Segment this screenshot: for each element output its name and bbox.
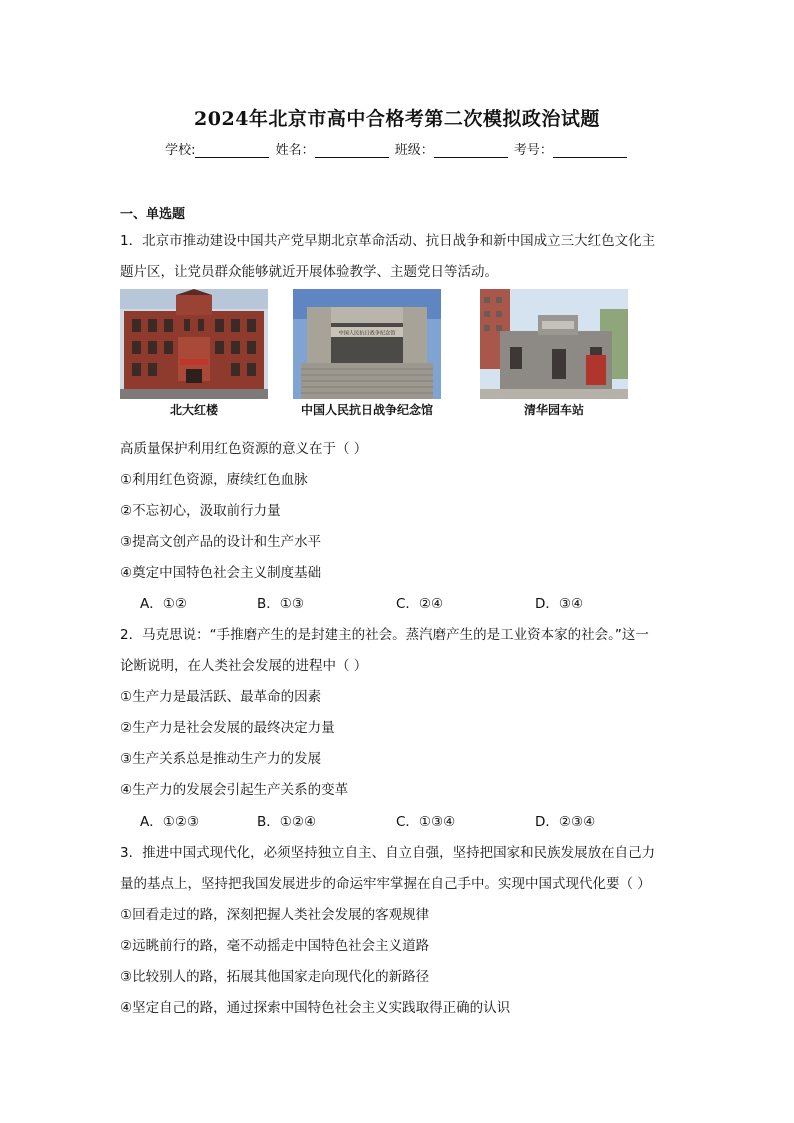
option-a[interactable]: A．①② bbox=[140, 596, 187, 612]
option-b[interactable]: B．①②④ bbox=[257, 814, 317, 830]
school-label: 学校: bbox=[165, 143, 196, 158]
option-a[interactable]: A．①②③ bbox=[140, 814, 200, 830]
q1-item-2: ②不忘初心，汲取前行力量 bbox=[120, 503, 281, 519]
q1-item-1: ①利用红色资源，赓续红色血脉 bbox=[120, 472, 308, 488]
option-c[interactable]: C．②④ bbox=[396, 596, 444, 612]
school-blank[interactable] bbox=[195, 144, 269, 158]
number-label: 考号： bbox=[513, 143, 553, 158]
photo-caption: 北大红楼 bbox=[169, 403, 218, 417]
q1-stem-line2: 题片区，让党员群众能够就近开展体验教学、主题党日等活动。 bbox=[120, 264, 498, 280]
option-d[interactable]: D．③④ bbox=[535, 596, 584, 612]
q2-item-1: ①生产力是最活跃、最革命的因素 bbox=[120, 689, 322, 705]
name-label: 姓名： bbox=[275, 143, 315, 158]
q2-item-4: ④生产力的发展会引起生产关系的变革 bbox=[120, 782, 349, 798]
class-label: 班级： bbox=[394, 143, 434, 158]
q1-stem-line1: 1．北京市推动建设中国共产党早期北京革命活动、抗日战争和新中国成立三大红色文化主 bbox=[120, 233, 656, 249]
q1-item-3: ③提高文创产品的设计和生产水平 bbox=[120, 534, 322, 550]
number-blank[interactable] bbox=[553, 144, 627, 158]
section-title: 一、单选题 bbox=[120, 207, 186, 222]
option-c[interactable]: C．①③④ bbox=[396, 814, 456, 830]
memorial-sign: 中国人民抗日战争纪念馆 bbox=[338, 330, 396, 337]
q2-stem-line2: 论断说明，在人类社会发展的进程中（ ） bbox=[120, 658, 368, 674]
q3-stem-line1: 3．推进中国式现代化，必须坚持独立自主、自立自强，坚持把国家和民族发展放在自己力 bbox=[120, 845, 656, 861]
q2-stem-line1: 2．马克思说：“手推磨产生的是封建主的社会。蒸汽磨产生的是工业资本家的社会。”这一 bbox=[120, 627, 649, 643]
q1-item-4: ④奠定中国特色社会主义制度基础 bbox=[120, 565, 322, 581]
q2-item-3: ③生产关系总是推动生产力的发展 bbox=[120, 751, 322, 767]
photo-tsinghua-station bbox=[480, 289, 628, 418]
name-blank[interactable] bbox=[315, 144, 389, 158]
photo-war-memorial bbox=[293, 289, 441, 418]
student-info-line bbox=[0, 139, 794, 158]
option-d[interactable]: D．②③④ bbox=[535, 814, 596, 830]
photo-peking-red-building bbox=[120, 289, 268, 418]
q3-stem-line2: 量的基点上，坚持把我国发展进步的命运牢牢掌握在自己手中。实现中国式现代化要（ ） bbox=[120, 876, 651, 892]
q3-item-1: ①回看走过的路，深刻把握人类社会发展的客观规律 bbox=[120, 907, 430, 923]
photo-caption: 清华园车站 bbox=[523, 403, 584, 417]
q3-item-3: ③比较别人的路，拓展其他国家走向现代化的新路径 bbox=[120, 969, 430, 985]
q3-item-4: ④坚定自己的路，通过探索中国特色社会主义实践取得正确的认识 bbox=[120, 1000, 511, 1016]
q2-item-2: ②生产力是社会发展的最终决定力量 bbox=[120, 720, 335, 736]
war-memorial-image bbox=[293, 289, 441, 399]
option-b[interactable]: B．①③ bbox=[257, 596, 304, 612]
red-building-image bbox=[120, 289, 268, 399]
q3-item-2: ②远眺前行的路，毫不动摇走中国特色社会主义道路 bbox=[120, 938, 430, 954]
photo-caption: 中国人民抗日战争纪念馆 bbox=[300, 403, 433, 417]
station-image bbox=[480, 289, 628, 399]
q1-question: 高质量保护利用红色资源的意义在于（ ） bbox=[120, 441, 368, 457]
class-blank[interactable] bbox=[434, 144, 508, 158]
page-title: 2024年北京市高中合格考第二次模拟政治试题 bbox=[194, 108, 600, 130]
